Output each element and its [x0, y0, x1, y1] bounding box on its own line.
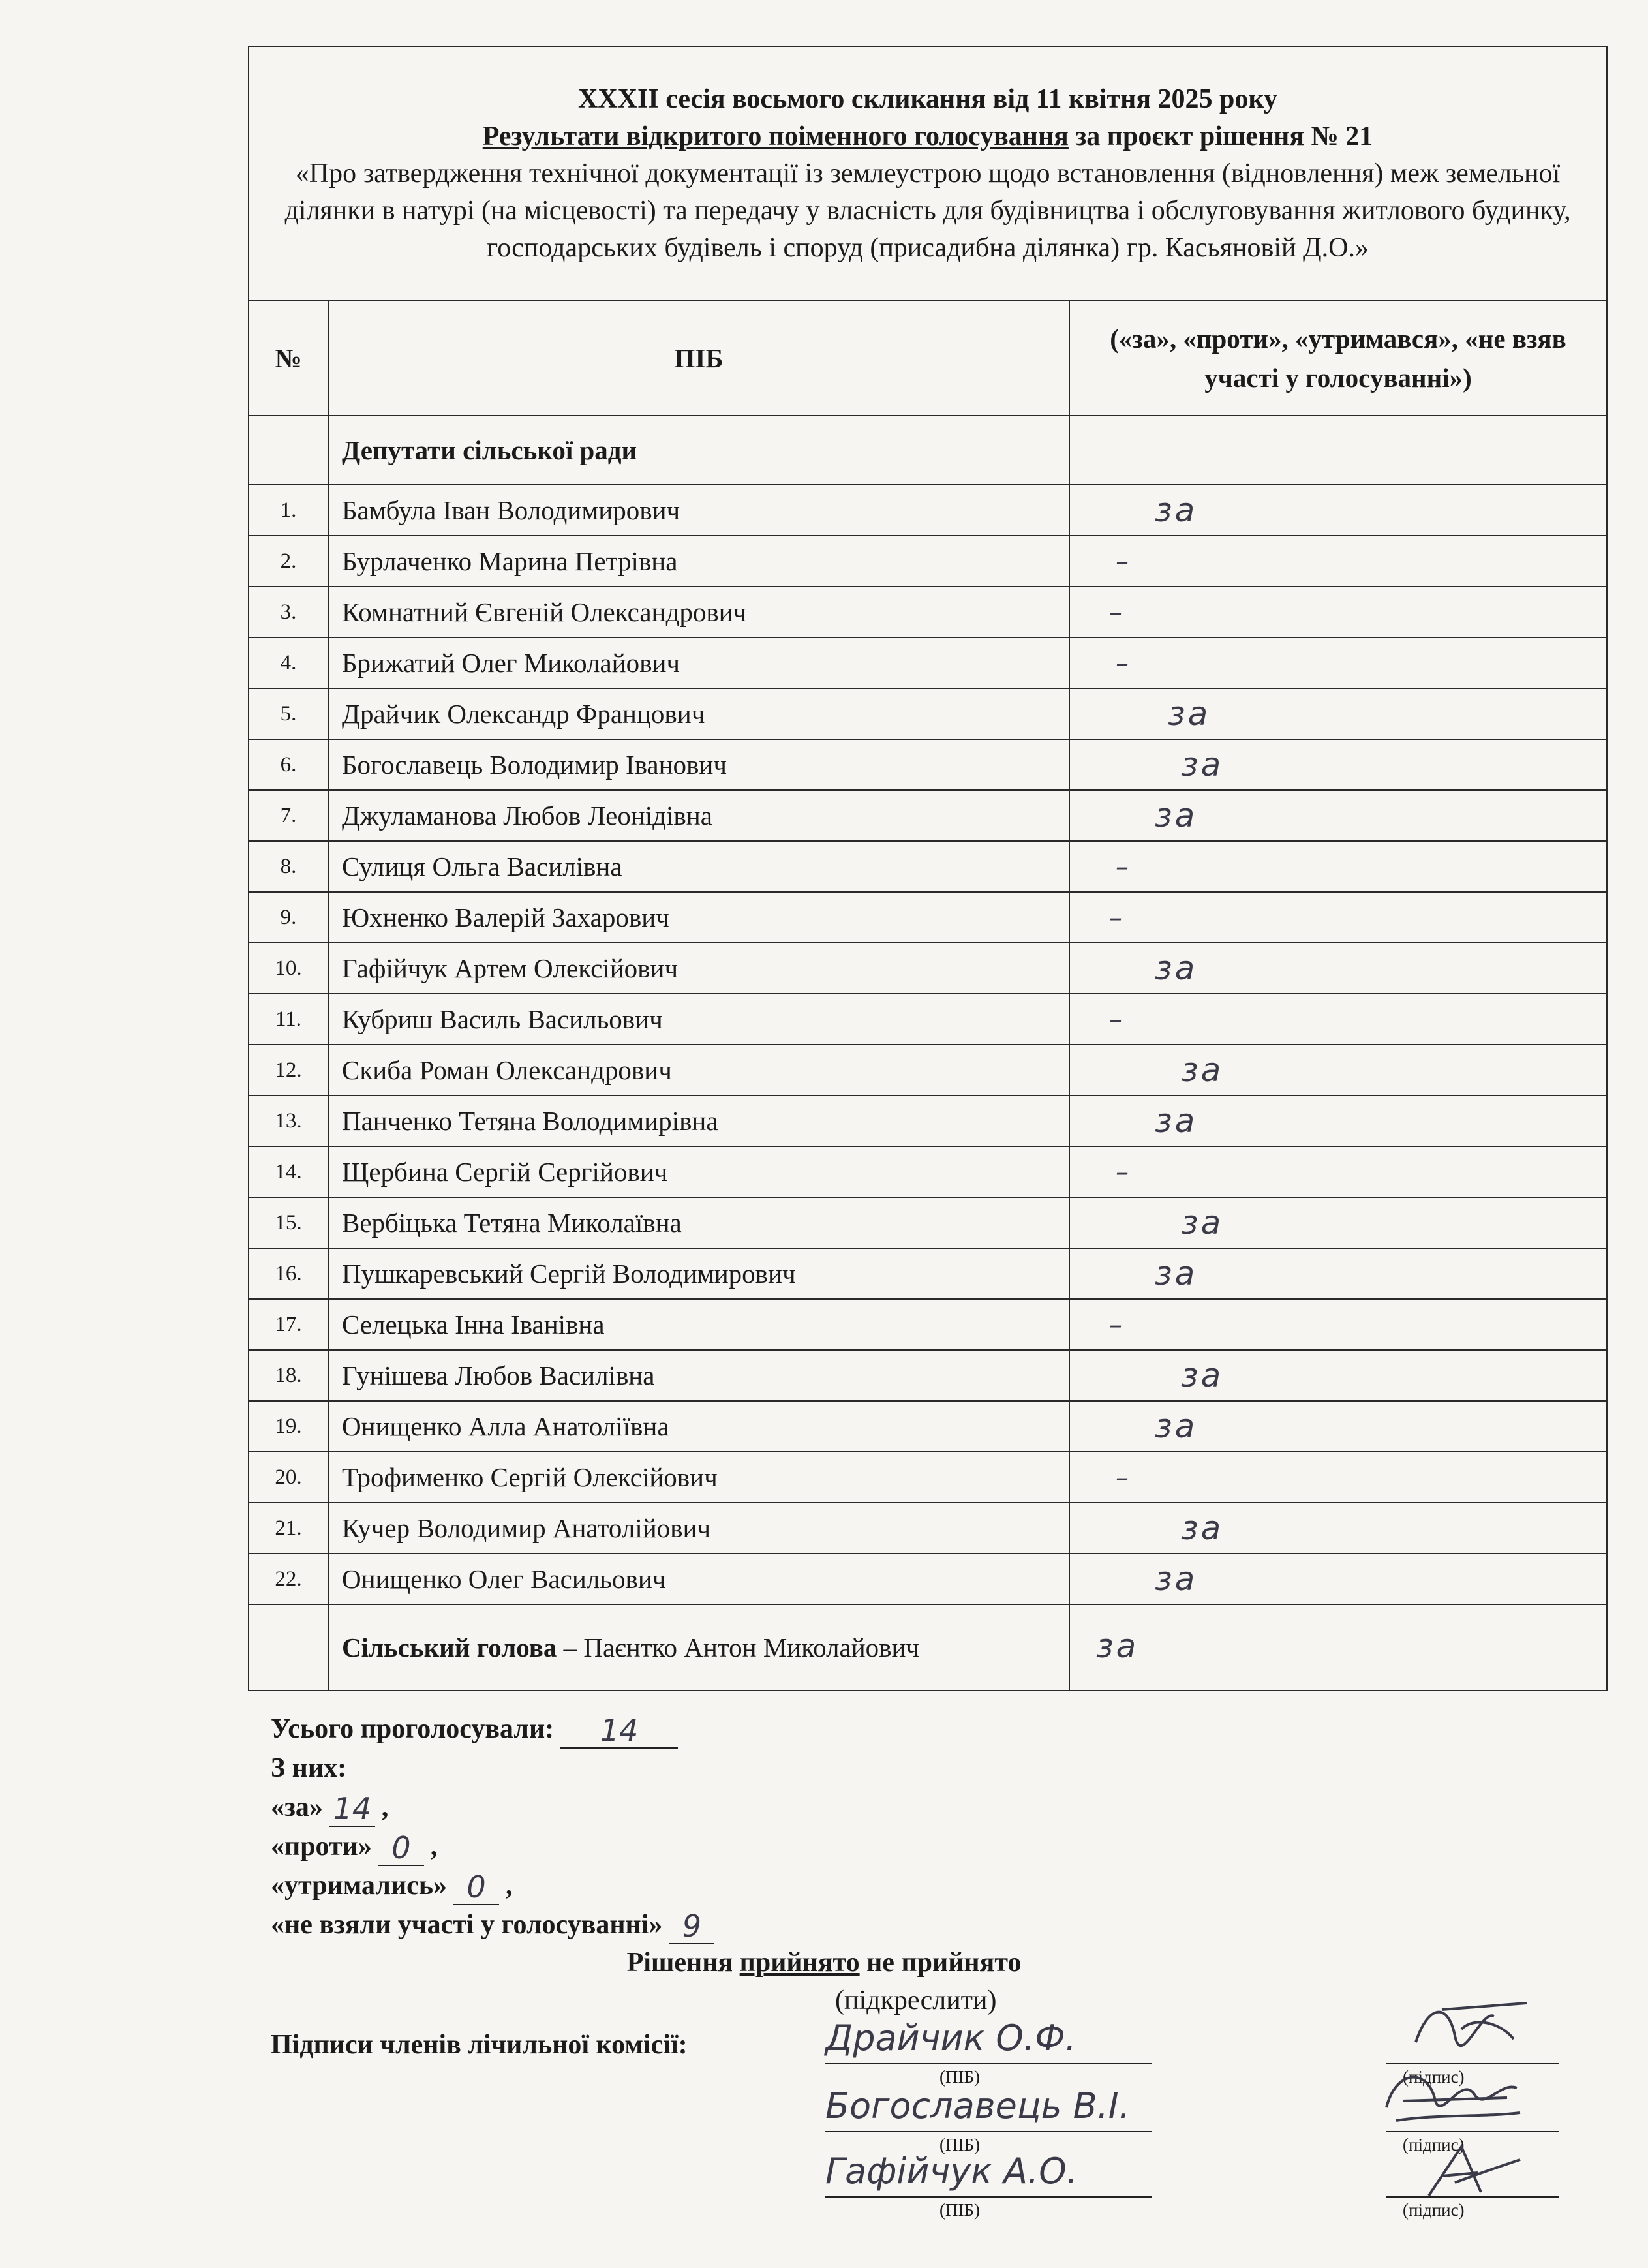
for-label: «за» [271, 1792, 323, 1822]
table-row [249, 1401, 1607, 1452]
table-row [249, 1299, 1607, 1350]
decision-title: «Про затвердження технічної документації із землеустрою щодо встановлення (відновлення) меж земельної ділянки в натурі (на місцевості) та передачу у власність для будівництва і обслуговування житлового будинку, господарських будівель і споруд (присадибна ділянка) гр. Касьяновій Д.О.» [284, 158, 1571, 263]
section-title: Депутати сільської ради [328, 416, 1069, 485]
name-caption-2: (ПІБ) [939, 2135, 980, 2154]
row-number: 16. [249, 1248, 328, 1299]
vote-cell [1069, 1554, 1607, 1604]
vote-cell [1069, 1096, 1607, 1146]
row-number: 20. [249, 1452, 328, 1503]
table-row [249, 1045, 1607, 1096]
deputy-name: Селецька Інна Іванівна [328, 1299, 1069, 1350]
handwritten-vote: за [1155, 797, 1198, 835]
for-value: 14 [329, 1792, 375, 1827]
row-number: 19. [249, 1401, 328, 1452]
deputies-list [249, 485, 1607, 1604]
deputy-name: Сулиця Ольга Василівна [328, 841, 1069, 892]
vote-cell [1069, 1503, 1607, 1554]
handwritten-vote: – [1116, 547, 1131, 577]
deputy-name: Вербіцька Тетяна Миколаївна [328, 1197, 1069, 1248]
commission-label: Підписи членів лічильної комісії: [271, 2030, 688, 2060]
handwritten-vote: за [1155, 1255, 1198, 1293]
handwritten-vote: – [1116, 852, 1131, 882]
vote-cell [1069, 943, 1607, 994]
underline-hint: (підкреслити) [835, 1985, 997, 2015]
vote-cell [1069, 1452, 1607, 1503]
abstain-label: «утримались» [271, 1871, 448, 1901]
absent-value: 9 [669, 1909, 714, 1944]
col-vote-header: («за», «проти», «утримався», «не взяв участі у голосуванні») [1069, 301, 1607, 416]
col-num-header: № [249, 301, 328, 416]
deputy-name: Онищенко Алла Анатоліївна [328, 1401, 1069, 1452]
row-number: 8. [249, 841, 328, 892]
deputy-name: Скиба Роман Олександрович [328, 1045, 1069, 1096]
vote-table [248, 46, 1608, 1691]
against-value: 0 [378, 1831, 424, 1866]
vote-cell [1069, 536, 1607, 587]
vote-cell [1069, 485, 1607, 536]
row-number: 21. [249, 1503, 328, 1554]
total-value: 14 [560, 1713, 678, 1749]
vote-cell [1069, 688, 1607, 739]
handwritten-vote: за [1155, 491, 1198, 529]
deputy-name: Онищенко Олег Васильович [328, 1554, 1069, 1604]
deputy-name: Гафійчук Артем Олексійович [328, 943, 1069, 994]
deputy-name: Брижатий Олег Миколайович [328, 637, 1069, 688]
row-number: 15. [249, 1197, 328, 1248]
table-row [249, 1197, 1607, 1248]
table-row [249, 536, 1607, 587]
village-head-name: – Паєнтко Антон Миколайович [557, 1632, 920, 1663]
vote-cell [1069, 790, 1607, 841]
handwritten-vote: за [1181, 1356, 1224, 1394]
vote-cell [1069, 587, 1607, 637]
row-number: 12. [249, 1045, 328, 1096]
commission-member-name-2: Богославець В.І. [825, 2085, 1152, 2132]
handwritten-vote: – [1109, 598, 1125, 628]
signature-1-icon [1403, 1990, 1533, 2062]
table-header [249, 301, 1607, 416]
deputy-name: Щербина Сергій Сергійович [328, 1146, 1069, 1197]
sign-caption-2: (підпис) [1403, 2135, 1465, 2154]
handwritten-vote: за [1155, 1560, 1198, 1598]
table-row [249, 485, 1607, 536]
deputy-name: Комнатний Євгеній Олександрович [328, 587, 1069, 637]
handwritten-vote: – [1116, 649, 1131, 679]
vote-cell [1069, 1401, 1607, 1452]
results-rest: за проєкт рішення № 21 [1068, 121, 1373, 151]
vote-cell [1069, 1248, 1607, 1299]
table-row [249, 1096, 1607, 1146]
decision-rejected: не прийнято [859, 1948, 1022, 1978]
deputy-name: Бамбула Іван Володимирович [328, 485, 1069, 536]
handwritten-vote: – [1109, 903, 1125, 933]
row-number: 22. [249, 1554, 328, 1604]
deputy-name: Кучер Володимир Анатолійович [328, 1503, 1069, 1554]
table-row [249, 1554, 1607, 1604]
row-number: 5. [249, 688, 328, 739]
vote-cell [1069, 892, 1607, 943]
handwritten-vote: за [1181, 746, 1224, 784]
vote-cell [1069, 1045, 1607, 1096]
table-row [249, 994, 1607, 1045]
row-number: 4. [249, 637, 328, 688]
deputy-name: Юхненко Валерій Захарович [328, 892, 1069, 943]
table-row [249, 790, 1607, 841]
row-number: 18. [249, 1350, 328, 1401]
table-row [249, 637, 1607, 688]
commission-member-name-3: Гафійчук А.О. [825, 2151, 1152, 2198]
deputy-name: Богославець Володимир Іванович [328, 739, 1069, 790]
of-them-label: З них: [271, 1753, 347, 1783]
village-head-title: Сільський голова [342, 1632, 557, 1663]
village-head-row [249, 1604, 1607, 1691]
sign-caption-3: (підпис) [1403, 2200, 1465, 2220]
handwritten-vote: за [1155, 949, 1198, 987]
deputy-name: Бурлаченко Марина Петрівна [328, 536, 1069, 587]
col-name-header: ПІБ [328, 301, 1069, 416]
table-row [249, 688, 1607, 739]
row-number: 2. [249, 536, 328, 587]
row-number: 11. [249, 994, 328, 1045]
signature-2-icon [1377, 2062, 1527, 2134]
vote-cell [1069, 739, 1607, 790]
row-number: 14. [249, 1146, 328, 1197]
decision-line: Рішення прийнято не прийнято [626, 1948, 1022, 1978]
table-row [249, 739, 1607, 790]
deputy-name: Панченко Тетяна Володимирівна [328, 1096, 1069, 1146]
name-caption-1: (ПІБ) [939, 2067, 980, 2087]
total-label: Усього проголосували: [271, 1714, 555, 1744]
handwritten-vote: за [1155, 1102, 1198, 1140]
handwritten-vote: за [1181, 1509, 1224, 1547]
table-row [249, 1503, 1607, 1554]
table-row [249, 1452, 1607, 1503]
vote-cell [1069, 1299, 1607, 1350]
results-title: Результати відкритого поіменного голосування [482, 121, 1069, 151]
row-number: 1. [249, 485, 328, 536]
commission-member-name-1: Драйчик О.Ф. [825, 2017, 1152, 2064]
document-heading [249, 46, 1607, 301]
deputy-name: Драйчик Олександр Францович [328, 688, 1069, 739]
row-number: 13. [249, 1096, 328, 1146]
handwritten-vote: за [1168, 695, 1211, 733]
deputy-name: Джуламанова Любов Леонідівна [328, 790, 1069, 841]
vote-cell [1069, 1146, 1607, 1197]
row-number: 10. [249, 943, 328, 994]
handwritten-vote: – [1109, 1005, 1125, 1035]
table-row [249, 1248, 1607, 1299]
deputy-name: Пушкаревський Сергій Володимирович [328, 1248, 1069, 1299]
table-row [249, 841, 1607, 892]
absent-label: «не взяли участі у голосуванні» [271, 1910, 663, 1940]
deputy-name: Кубриш Василь Васильович [328, 994, 1069, 1045]
vote-cell [1069, 841, 1607, 892]
handwritten-vote: за [1181, 1051, 1224, 1089]
vote-summary: Усього проголосували: 14 З них: «за» 14 , «проти» 0 , «утримались» 0 , «не взяли участі у голосуванні» 9 [271, 1709, 721, 1944]
row-number: 3. [249, 587, 328, 637]
table-row [249, 892, 1607, 943]
table-row [249, 943, 1607, 994]
deputy-name: Гунішева Любов Василівна [328, 1350, 1069, 1401]
vote-cell [1069, 994, 1607, 1045]
name-caption-3: (ПІБ) [939, 2200, 980, 2220]
signature-3-icon [1416, 2134, 1527, 2205]
row-number: 6. [249, 739, 328, 790]
vote-cell [1069, 1350, 1607, 1401]
row-number: 7. [249, 790, 328, 841]
handwritten-vote: за [1155, 1407, 1198, 1445]
vote-cell [1069, 1197, 1607, 1248]
sign-caption-1: (підпис) [1403, 2067, 1465, 2087]
abstain-value: 0 [453, 1870, 499, 1905]
table-row [249, 1350, 1607, 1401]
village-head-vote: за [1096, 1627, 1139, 1665]
handwritten-vote: – [1116, 1463, 1131, 1493]
section-row [249, 416, 1607, 485]
vote-cell [1069, 637, 1607, 688]
row-number: 9. [249, 892, 328, 943]
handwritten-vote: – [1109, 1310, 1125, 1340]
decision-accepted: прийнято [739, 1948, 860, 1978]
session-line: XXXII сесія восьмого скликання від 11 квітня 2025 року [578, 84, 1277, 114]
table-row [249, 1146, 1607, 1197]
deputy-name: Трофименко Сергій Олексійович [328, 1452, 1069, 1503]
handwritten-vote: – [1116, 1157, 1131, 1188]
handwritten-vote: за [1181, 1204, 1224, 1242]
row-number: 17. [249, 1299, 328, 1350]
against-label: «проти» [271, 1831, 372, 1862]
table-row [249, 587, 1607, 637]
